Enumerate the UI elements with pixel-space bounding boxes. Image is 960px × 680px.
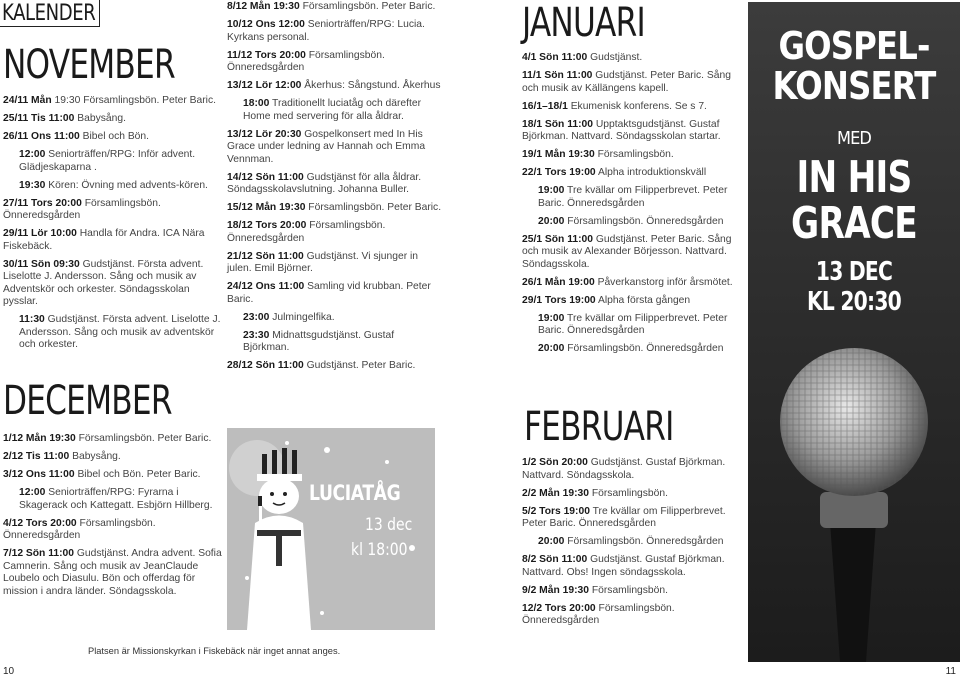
event-text: Församlingsbön. Peter Baric. — [83, 95, 216, 106]
event-text: Bibel och Bön. Peter Baric. — [77, 469, 201, 480]
calendar-event — [3, 548, 225, 598]
event-text: Församlingsbön. Önneredsgården — [3, 197, 161, 221]
calendar-event — [522, 167, 744, 180]
calendar-event — [522, 119, 744, 144]
calendar-event — [3, 95, 223, 108]
calendar-event — [3, 451, 225, 464]
event-text: Gudstjänst. Peter Baric. — [306, 360, 416, 371]
event-text: Församlingsbön. Peter Baric. — [78, 433, 212, 444]
calendar-event — [227, 220, 442, 245]
calendar-event — [3, 314, 223, 352]
event-date: 1/12 Mån 19:30 — [3, 433, 76, 444]
event-time: 20:00 — [538, 215, 565, 227]
event-text: Julmingelfika. — [272, 311, 335, 323]
calendar-header-box — [0, 0, 100, 27]
event-date: 13/12 Lör 20:30 — [227, 128, 302, 140]
calendar-event — [522, 185, 744, 210]
month-title-februari: FEBRUARI — [524, 404, 674, 450]
event-date: 27/11 Tors 20:00 — [3, 197, 82, 209]
event-date: 29/1 Tors 19:00 — [522, 294, 596, 306]
calendar-event — [227, 172, 442, 197]
event-text: Församlingsbön. Önneredsgården — [567, 343, 724, 354]
poster-line-6: 13 DEC — [815, 257, 893, 287]
calendar-event — [227, 251, 442, 276]
event-date: 7/12 Sön 11:00 — [3, 548, 74, 559]
page-number-right: 11 — [945, 666, 956, 677]
calendar-event — [522, 149, 744, 162]
lucia-date: 13 dec — [365, 515, 413, 535]
poster-line-5: GRACE — [791, 198, 917, 249]
month-title-januari: JANUARI — [522, 0, 645, 46]
calendar-event — [227, 19, 442, 44]
event-time: 11:30 — [19, 314, 45, 325]
event-time: 23:30 — [243, 329, 270, 341]
event-date: 4/12 Tors 20:00 — [3, 517, 77, 529]
event-date: 18/12 Tors 20:00 — [227, 220, 307, 231]
event-time: 20:00 — [538, 536, 565, 547]
calendar-event — [522, 101, 744, 114]
event-text: Alpha introduktionskväll — [597, 167, 707, 178]
event-date: 10/12 Ons 12:00 — [227, 19, 305, 30]
event-text: Gudstjänst. Peter Baric. Sång och musik av Alexander Börjesson. Nattvard. Söndagsskola. — [522, 233, 732, 270]
month-title-december: DECEMBER — [3, 378, 172, 424]
event-text: Upptaktsgudstjänst. Gustaf Björkman. Nattvard. Söndagsskolan startar. — [522, 118, 721, 142]
calendar-event — [227, 360, 442, 373]
event-time: 19:00 — [538, 185, 565, 196]
calendar-event — [522, 234, 744, 272]
calendar-event — [3, 487, 225, 512]
event-text: Gudstjänst. Första advent. Liselotte J. Andersson. Sång och musik av Adventskör och orkester. Söndagsskolan pysslar. — [3, 258, 204, 307]
event-text: Församlingsbön. Önneredsgården — [3, 517, 156, 541]
event-date: 12/2 Tors 20:00 — [522, 602, 596, 614]
lucia-time: kl 18:00 — [351, 540, 408, 560]
event-text: Midnattsgudstjänst. Gustaf Björkman. — [243, 329, 395, 353]
event-date: 30/11 Sön 09:30 — [3, 258, 80, 270]
event-date: 24/12 Ons 11:00 — [227, 281, 305, 292]
month-title-november: NOVEMBER — [3, 42, 175, 88]
calendar-event — [227, 50, 442, 75]
calendar-event — [522, 536, 744, 549]
calendar-event — [227, 330, 442, 355]
calendar-event — [3, 228, 223, 253]
calendar-event — [227, 129, 442, 167]
event-text: Församlingsbön. — [591, 584, 668, 596]
event-date: 14/12 Sön 11:00 — [227, 171, 304, 183]
calendar-event — [522, 277, 744, 290]
event-text: Församlingsbön. Önneredsgården — [522, 602, 675, 626]
calendar-event — [227, 80, 442, 93]
calendar-event — [522, 313, 744, 338]
calendar-event — [522, 216, 744, 229]
event-date: 15/12 Mån 19:30 — [227, 202, 306, 213]
event-text: Bibel och Bön. — [82, 131, 149, 142]
event-time: 20:00 — [538, 343, 565, 354]
event-text: Seniorträffen/RPG: Lucia. Kyrkans personal. — [227, 19, 425, 43]
poster-line-3: MED — [836, 128, 871, 149]
calendar-event — [227, 98, 442, 123]
event-date: 13/12 Lör 12:00 — [227, 80, 302, 91]
event-text: Församlingsbön. Peter Baric. — [308, 202, 442, 213]
calendar-event — [522, 488, 744, 501]
event-date: 3/12 Ons 11:00 — [3, 469, 75, 480]
event-date: 8/2 Sön 11:00 — [522, 554, 588, 565]
event-text: Församlingsbön. Önneredsgården — [567, 215, 724, 227]
calendar-event — [3, 180, 223, 193]
februari-events — [522, 457, 744, 633]
event-date: 1/2 Sön 20:00 — [522, 457, 588, 468]
poster-line-2: KONSERT — [772, 64, 936, 108]
event-text: Seniorträffen/RPG: Fyrarna i Skagerack och Kattegatt. Esbjörn Hillberg. — [19, 487, 213, 511]
calendar-event — [3, 149, 223, 174]
calendar-event — [522, 70, 744, 95]
event-time: 12:00 — [19, 149, 46, 160]
calendar-header: KALENDER — [2, 1, 96, 26]
event-date: 24/11 Mån — [3, 95, 52, 106]
event-date: 9/2 Mån 19:30 — [522, 584, 589, 596]
calendar-event — [227, 202, 442, 215]
event-text: Församlingsbön. Önneredsgården — [227, 220, 386, 244]
event-text: Församlingsbön. Önneredsgården — [567, 536, 724, 547]
calendar-event — [3, 131, 223, 144]
event-text: Alpha första gången — [597, 294, 691, 306]
event-text: Gudstjänst för alla åldrar. Söndagsskolavslutning. Johanna Buller. — [227, 171, 422, 195]
calendar-event — [522, 603, 744, 628]
calendar-event — [522, 554, 744, 579]
event-time: 19:30 — [19, 179, 46, 191]
event-text: Traditionellt luciatåg och därefter Home med servering för alla åldrar. — [243, 98, 422, 122]
januari-events — [522, 52, 744, 361]
event-text: Gudstjänst. Peter Baric. Sång och musik av Källängens kapell. — [522, 70, 731, 94]
event-time: 23:00 — [243, 311, 270, 323]
event-date: 26/1 Mån 19:00 — [522, 276, 595, 288]
calendar-event — [3, 518, 225, 543]
event-text: Församlingsbön. — [591, 487, 668, 499]
calendar-event — [522, 343, 744, 356]
event-date: 11/1 Sön 11:00 — [522, 70, 593, 81]
event-time: 19:00 — [538, 312, 565, 324]
event-text: Babysång. — [72, 451, 121, 462]
event-date: 28/12 Sön 11:00 — [227, 360, 304, 371]
event-text: Gudstjänst. Andra advent. Sofia Camnerin. Sång och musik av JeanClaude Loubelo och Diasulu. Bön och offerdag för mission i andra länder. Söndagsskola. — [3, 548, 222, 597]
event-date: 2/2 Mån 19:30 — [522, 487, 589, 499]
event-text: Tre kvällar om Filipperbrevet. Peter Baric. Önneredsgården — [538, 312, 728, 336]
event-text: Samling vid krubban. Peter Baric. — [227, 281, 431, 305]
event-date: 29/11 Lör 10:00 — [3, 228, 77, 239]
event-text: Gudstjänst. — [590, 52, 643, 63]
event-date: 2/12 Tis 11:00 — [3, 451, 70, 462]
event-date: 21/12 Sön 11:00 — [227, 250, 304, 262]
event-text: Församlingsbön. Önneredsgården — [227, 49, 385, 73]
event-text: Tre kvällar om Filipperbrevet. Peter Baric. Önneredsgården — [522, 505, 726, 529]
event-date: 8/12 Mån 19:30 — [227, 1, 300, 12]
event-date: 18/1 Sön 11:00 — [522, 118, 593, 130]
calendar-event — [522, 457, 744, 482]
december-events-continued — [227, 1, 442, 378]
event-text: Gudstjänst. Vi sjunger in julen. Emil Björner. — [227, 250, 419, 274]
poster-line-1: GOSPEL- — [778, 24, 930, 68]
event-date: 25/11 Tis 11:00 — [3, 113, 75, 124]
event-time: 12:00 — [19, 487, 46, 498]
lucia-graphic — [227, 428, 435, 630]
event-time: 19:30 — [54, 95, 81, 106]
lucia-title: LUCIATÅG — [309, 481, 401, 505]
event-text: Babysång. — [77, 113, 126, 124]
calendar-event — [522, 295, 744, 308]
event-text: Handla för Andra. ICA Nära Fiskebäck. — [3, 228, 205, 252]
calendar-event — [227, 281, 442, 306]
gospel-concert-poster — [748, 2, 960, 662]
event-date: 4/1 Sön 11:00 — [522, 52, 588, 63]
event-date: 5/2 Tors 19:00 — [522, 505, 590, 517]
event-text: Gudstjänst. Gustaf Björkman. Nattvard. Söndagsskola. — [522, 457, 726, 481]
calendar-event — [522, 585, 744, 598]
footer-note: Platsen är Missionskyrkan i Fiskebäck när inget annat anges. — [88, 646, 341, 656]
event-text: Församlingsbön. — [597, 149, 674, 160]
event-time: 18:00 — [243, 98, 270, 109]
december-events — [3, 433, 225, 604]
calendar-event — [522, 506, 744, 531]
calendar-event — [227, 1, 442, 14]
event-text: Tre kvällar om Filipperbrevet. Peter Baric. Önneredsgården — [538, 185, 728, 209]
event-text: Seniorträffen/RPG: Inför advent. Glädjeskaparna . — [19, 149, 196, 173]
event-text: Kören: Övning med advents-kören. — [48, 179, 208, 191]
event-text: Församlingsbön. Peter Baric. — [302, 1, 436, 12]
poster-line-4: IN HIS — [796, 152, 912, 203]
page-number-left: 10 — [3, 666, 15, 677]
event-date: 26/11 Ons 11:00 — [3, 131, 80, 142]
calendar-event — [3, 259, 223, 309]
calendar-event — [3, 433, 225, 446]
calendar-event — [3, 198, 223, 223]
poster-line-7: KL 20:30 — [806, 287, 902, 317]
event-text: Ekumenisk konferens. Se s 7. — [570, 100, 707, 112]
calendar-event — [3, 469, 225, 482]
event-date: 11/12 Tors 20:00 — [227, 49, 306, 61]
event-date: 16/1–18/1 — [522, 100, 568, 112]
event-text: Gospelkonsert med In His Grace under ledning av Hannah och Emma Vennman. — [227, 128, 426, 165]
event-text: Gudstjänst. Gustaf Björkman. Nattvard. Obs! Ingen söndagsskola. — [522, 554, 725, 578]
event-text: Påverkanstorg inför årsmötet. — [597, 276, 733, 288]
calendar-event — [227, 312, 442, 325]
event-date: 22/1 Tors 19:00 — [522, 167, 596, 178]
event-date: 25/1 Sön 11:00 — [522, 233, 593, 245]
calendar-event — [522, 52, 744, 65]
event-text: Gudstjänst. Första advent. Liselotte J. Andersson. Sång och musik av adventskör och orkester. — [19, 314, 221, 350]
event-text: Åkerhus: Sångstund. Åkerhus — [304, 80, 441, 91]
event-date: 19/1 Mån 19:30 — [522, 149, 595, 160]
november-events — [3, 95, 223, 357]
calendar-event — [3, 113, 223, 126]
